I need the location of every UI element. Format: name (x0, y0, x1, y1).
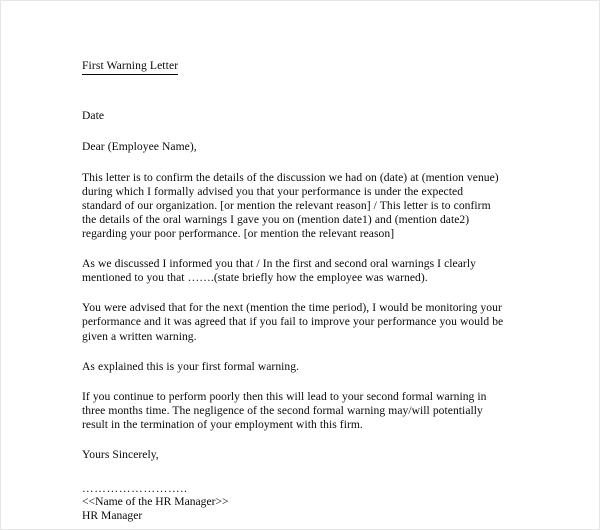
letter-body (82, 56, 522, 523)
paragraph-line: This letter is to confirm the details of the discussion we had on (date) at (mention venue) (82, 170, 499, 184)
signature-rule: …………………….. (82, 482, 188, 496)
paragraph-line: As explained this is your first formal warning. (82, 359, 300, 373)
paragraph-line: You were advised that for the next (mention the time period), I would be monitoring your (82, 301, 502, 315)
salutation-line: Dear (Employee Name), (82, 139, 197, 153)
paragraph-line: regarding your poor performance. [or mention the relevant reason] (82, 227, 395, 241)
paragraph-line: mentioned to you that …….(state briefly how the employee was warned). (82, 271, 428, 285)
paragraph-line: given a written warning. (82, 329, 197, 343)
sign-off-line: Yours Sincerely, (82, 448, 159, 461)
signer-name: <<Name of the HR Manager>> (82, 495, 229, 509)
paragraph-2 (82, 257, 522, 285)
paragraph-line: If you continue to perform poorly then this will lead to your second formal warning in (82, 389, 487, 403)
page-title-wrapper (82, 56, 522, 92)
paragraph-1 (82, 171, 522, 241)
paragraph-line: the details of the oral warnings I gave you on (mention date1) and (mention date2) (82, 212, 470, 226)
paragraph-line: performance and it was agreed that if you fail to improve your performance you would be (82, 315, 504, 329)
signer-role: HR Manager (82, 509, 143, 523)
page-title: First Warning Letter (82, 59, 178, 75)
paragraph-line: during which I formally advised you that your performance is under the expected (82, 184, 464, 198)
paragraph-4 (82, 360, 522, 374)
paragraph-5 (82, 390, 522, 432)
paragraph-3 (82, 301, 522, 343)
paragraph-line: standard of our organization. [or mention the relevant reason] / This letter is to confirm (82, 198, 491, 212)
paragraph-line: As we discussed I informed you that / In the first and second oral warnings I clearly (82, 257, 476, 271)
signature-block (82, 483, 522, 523)
date-line: Date (82, 108, 105, 122)
paragraph-line: result in the termination of your employment with this firm. (82, 417, 363, 431)
paragraph-line: three months time. The negligence of the second formal warning may/will potentially (82, 403, 483, 417)
